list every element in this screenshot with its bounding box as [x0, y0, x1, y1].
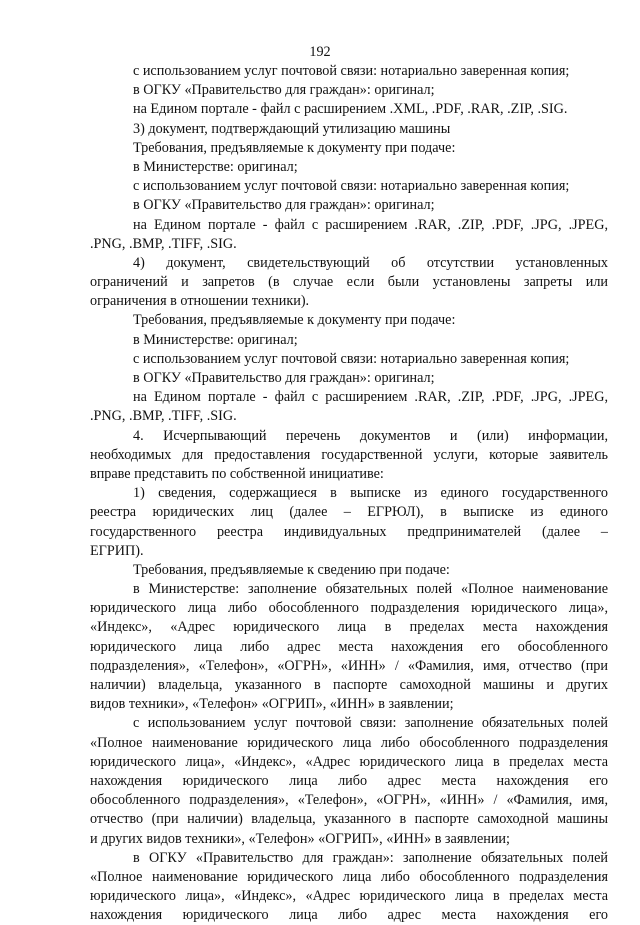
text-line: ЕГРИП).	[90, 542, 144, 559]
text-line: Требования, предъявляемые к документу при подаче:	[133, 312, 456, 329]
text-line: подразделения», «Телефон», «ОГРН», «ИНН» / «Фамилия, имя, отчество (при	[90, 657, 608, 674]
text-line: нахождения юридического лица либо адрес места нахождения его	[90, 907, 608, 924]
text-line: в Министерстве: оригинал;	[133, 331, 298, 348]
text-line: ограничения в отношении техники).	[90, 293, 310, 310]
text-line: в Министерстве: оригинал;	[133, 158, 298, 175]
text-line: в ОГКУ «Правительство для граждан»: оригинал;	[133, 82, 435, 99]
text-line: нахождения юридического лица либо адрес места нахождения его	[90, 772, 608, 789]
text-line: отчество (при наличии) владельца, указанного в паспорте самоходной машины	[90, 811, 608, 828]
text-line: ограничений и запретов (в случае если были установлены запреты или	[90, 274, 608, 291]
text-line: юридического лица либо обособленного подразделения юридического лица»,	[90, 600, 608, 617]
text-line: 4) документ, свидетельствующий об отсутствии установленных	[133, 254, 608, 271]
text-line: Требования, предъявляемые к сведению при подаче:	[133, 561, 450, 578]
text-line: государственного реестра индивидуальных предпринимателей (далее –	[90, 523, 608, 540]
text-line: с использованием услуг почтовой связи: заполнение обязательных полей	[133, 715, 608, 732]
text-line: юридического лица либо адрес места нахождения его обособленного	[90, 638, 608, 655]
text-line: юридического лица», «Индекс», «Адрес юридического лица в пределах места	[90, 888, 608, 905]
text-line: юридического лица», «Индекс», «Адрес юридического лица в пределах места	[90, 753, 608, 770]
text-line: 3) документ, подтверждающий утилизацию машины	[133, 120, 451, 137]
text-line: с использованием услуг почтовой связи: нотариально заверенная копия;	[133, 350, 570, 367]
text-line: с использованием услуг почтовой связи: нотариально заверенная копия;	[133, 178, 570, 195]
page-number: 192	[309, 44, 331, 60]
text-line: в ОГКУ «Правительство для граждан»: оригинал;	[133, 370, 435, 386]
text-line: в ОГКУ «Правительство для граждан»: оригинал;	[133, 197, 435, 214]
text-line: 4. Исчерпывающий перечень документов и (или) информации,	[133, 427, 608, 444]
text-line: реестра юридических лиц (далее – ЕГРЮЛ), в выписке из единого	[90, 504, 608, 521]
text-line: .PNG, .BMP, .TIFF, .SIG.	[90, 235, 237, 252]
text-line: на Едином портале - файл с расширением .XML, .PDF, .RAR, .ZIP, .SIG.	[133, 101, 568, 118]
text-line: «Полное наименование юридического лица либо обособленного подразделения	[90, 868, 608, 885]
text-line: 1) сведения, содержащиеся в выписке из единого государственного	[133, 485, 608, 502]
text-line: в ОГКУ «Правительство для граждан»: заполнение обязательных полей	[133, 849, 608, 866]
text-line: обособленного подразделения», «Телефон», «ОГРН», «ИНН» / «Фамилия, имя,	[90, 792, 608, 809]
text-line: с использованием услуг почтовой связи: нотариально заверенная копия;	[133, 63, 570, 79]
text-line: .PNG, .BMP, .TIFF, .SIG.	[90, 408, 237, 425]
text-line: «Полное наименование юридического лица либо обособленного подразделения	[90, 734, 608, 751]
text-line: необходимых для предоставления государственной услуги, которые заявитель	[90, 446, 608, 463]
text-line: на Едином портале - файл с расширением .RAR, .ZIP, .PDF, .JPG, .JPEG,	[133, 389, 608, 406]
text-line: Требования, предъявляемые к документу при подаче:	[133, 139, 456, 156]
text-line: на Едином портале - файл с расширением .RAR, .ZIP, .PDF, .JPG, .JPEG,	[133, 216, 608, 233]
text-line: вправе представить по собственной инициативе:	[90, 465, 384, 482]
text-line: видов техники», «Телефон» «ОГРИП», «ИНН» в заявлении;	[90, 696, 454, 713]
text-line: наличии) владельца, указанного в паспорте самоходной машины и других	[90, 677, 608, 693]
document-body	[90, 62, 608, 925]
text-line: «Индекс», «Адрес юридического лица в пределах места нахождения	[90, 619, 608, 636]
text-line: и других видов техники», «Телефон» «ОГРИП», «ИНН» в заявлении;	[90, 830, 510, 847]
text-line: в Министерстве: заполнение обязательных полей «Полное наименование	[133, 581, 608, 598]
